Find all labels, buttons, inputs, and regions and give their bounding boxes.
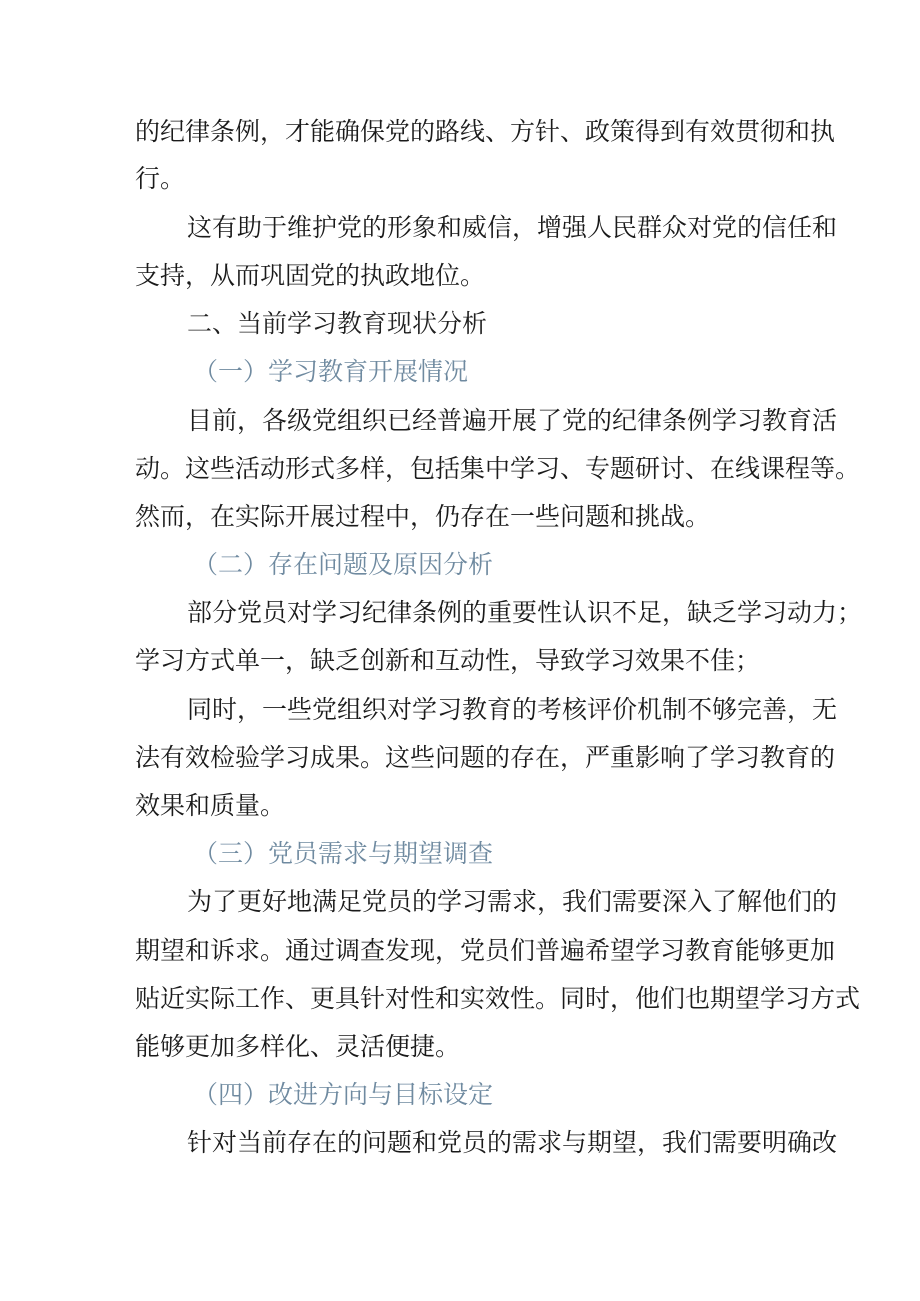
paragraph-line: 这有助于维护党的形象和威信，增强人民群众对党的信任和	[187, 213, 838, 242]
paragraph-line: 期望和诉求。通过调查发现，党员们普遍希望学习教育能够更加	[135, 936, 836, 965]
paragraph-line: 贴近实际工作、更具针对性和实效性。同时，他们也期望学习方式	[135, 984, 861, 1013]
paragraph-line: 行。	[135, 164, 186, 193]
paragraph-line: 目前，各级党组织已经普遍开展了党的纪律条例学习教育活	[187, 406, 838, 435]
section-heading: 二、当前学习教育现状分析	[187, 309, 488, 338]
paragraph-line: 动。这些活动形式多样，包括集中学习、专题研讨、在线课程等。	[135, 454, 861, 483]
paragraph-line: 然而，在实际开展过程中，仍存在一些问题和挑战。	[135, 502, 711, 531]
paragraph-line: 能够更加多样化、灵活便捷。	[135, 1032, 461, 1061]
paragraph-line: 的纪律条例，才能确保党的路线、方针、政策得到有效贯彻和执	[135, 117, 836, 146]
subsection-heading: （四）改进方向与目标设定	[193, 1080, 494, 1109]
paragraph-line: 同时，一些党组织对学习教育的考核评价机制不够完善，无	[187, 695, 838, 724]
paragraph-line: 针对当前存在的问题和党员的需求与期望，我们需要明确改	[187, 1128, 838, 1157]
paragraph-line: 学习方式单一，缺乏创新和互动性，导致学习效果不佳；	[135, 646, 761, 675]
subsection-heading: （二）存在问题及原因分析	[193, 550, 494, 579]
paragraph-line: 部分党员对学习纪律条例的重要性认识不足，缺乏学习动力；	[187, 598, 863, 627]
paragraph-line: 效果和质量。	[135, 791, 286, 820]
paragraph-line: 法有效检验学习成果。这些问题的存在，严重影响了学习教育的	[135, 743, 836, 772]
paragraph-line: 支持，从而巩固党的执政地位。	[135, 261, 486, 290]
subsection-heading: （一）学习教育开展情况	[193, 357, 469, 386]
subsection-heading: （三）党员需求与期望调查	[193, 839, 494, 868]
paragraph-line: 为了更好地满足党员的学习需求，我们需要深入了解他们的	[187, 887, 838, 916]
